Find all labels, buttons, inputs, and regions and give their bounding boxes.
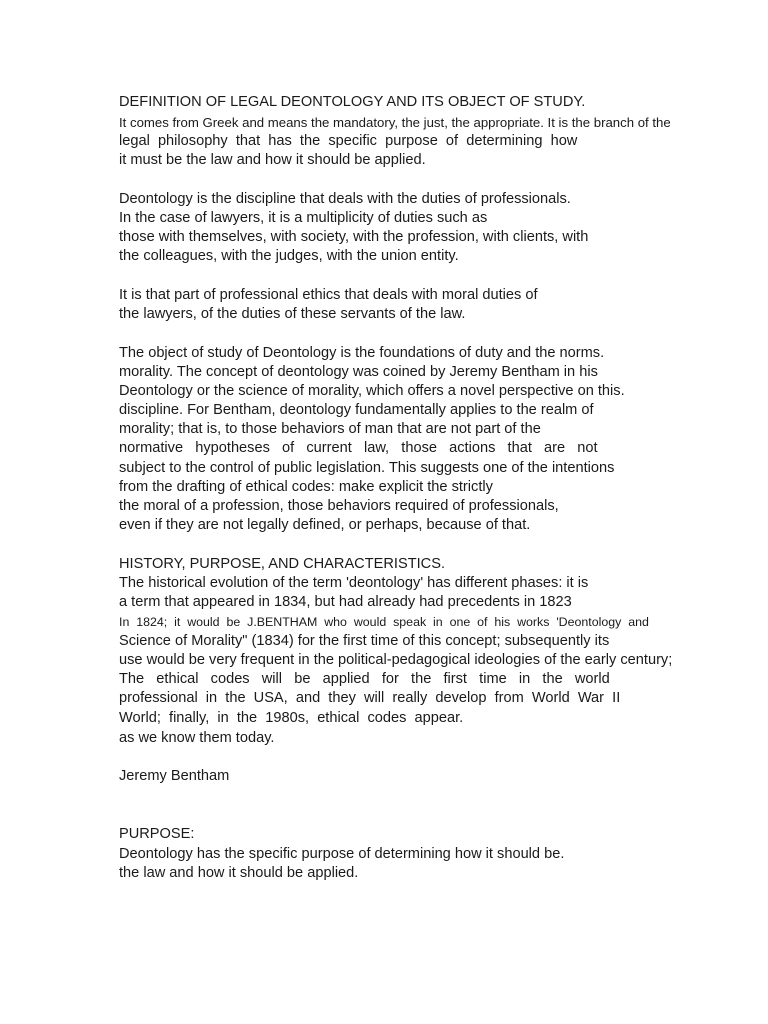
paragraph-line: even if they are not legally defined, or perhaps, because of that. <box>119 517 531 533</box>
paragraph-line: from the drafting of ethical codes: make explicit the strictly <box>119 479 493 495</box>
paragraph-line: legal philosophy that has the specific purpose of determining how <box>119 133 578 149</box>
paragraph-line: normative hypotheses of current law, those actions that are not <box>119 440 598 456</box>
paragraph-line: The ethical codes will be applied for the first time in the world <box>119 671 610 687</box>
paragraph-line: It comes from Greek and means the mandatory, the just, the appropriate. It is the branch of the <box>119 115 671 130</box>
paragraph-line: it must be the law and how it should be applied. <box>119 152 426 168</box>
paragraph-line: The historical evolution of the term 'deontology' has different phases: it is <box>119 575 589 591</box>
paragraph-line: the law and how it should be applied. <box>119 865 359 881</box>
paragraph-line: the colleagues, with the judges, with the union entity. <box>119 248 459 264</box>
paragraph-line: a term that appeared in 1834, but had already had precedents in 1823 <box>119 594 572 610</box>
paragraph-line: Deontology is the discipline that deals with the duties of professionals. <box>119 191 571 207</box>
paragraph-line: Deontology or the science of morality, which offers a novel perspective on this. <box>119 383 625 399</box>
paragraph-line: The object of study of Deontology is the foundations of duty and the norms. <box>119 345 605 361</box>
paragraph-line: as we know them today. <box>119 730 275 746</box>
paragraph-line: the moral of a profession, those behaviors required of professionals, <box>119 498 559 514</box>
paragraph-line: subject to the control of public legislation. This suggests one of the intentions <box>119 460 615 476</box>
paragraph-line: morality. The concept of deontology was coined by Jeremy Bentham in his <box>119 364 598 380</box>
paragraph-line: World; finally, in the 1980s, ethical codes appear. <box>119 710 464 726</box>
paragraph-line: In the case of lawyers, it is a multiplicity of duties such as <box>119 210 488 226</box>
section-heading-history: HISTORY, PURPOSE, AND CHARACTERISTICS. <box>119 556 445 572</box>
paragraph-line: Science of Morality" (1834) for the first time of this concept; subsequently its <box>119 633 610 649</box>
paragraph-line: morality; that is, to those behaviors of man that are not part of the <box>119 421 541 437</box>
paragraph-line: In 1824; it would be J.BENTHAM who would speak in one of his works 'Deontology and <box>119 615 649 629</box>
paragraph-line: those with themselves, with society, with the profession, with clients, with <box>119 229 589 245</box>
paragraph-line: Deontology has the specific purpose of determining how it should be. <box>119 846 565 862</box>
paragraph-line: use would be very frequent in the political-pedagogical ideologies of the early century; <box>119 652 673 668</box>
paragraph-line: It is that part of professional ethics that deals with moral duties of <box>119 287 538 303</box>
paragraph-line: the lawyers, of the duties of these servants of the law. <box>119 306 466 322</box>
author-name: Jeremy Bentham <box>119 768 230 784</box>
section-heading-purpose: PURPOSE: <box>119 826 195 842</box>
section-heading-definition: DEFINITION OF LEGAL DEONTOLOGY AND ITS OBJECT OF STUDY. <box>119 94 586 110</box>
paragraph-line: professional in the USA, and they will really develop from World War II <box>119 690 621 706</box>
paragraph-line: discipline. For Bentham, deontology fundamentally applies to the realm of <box>119 402 594 418</box>
